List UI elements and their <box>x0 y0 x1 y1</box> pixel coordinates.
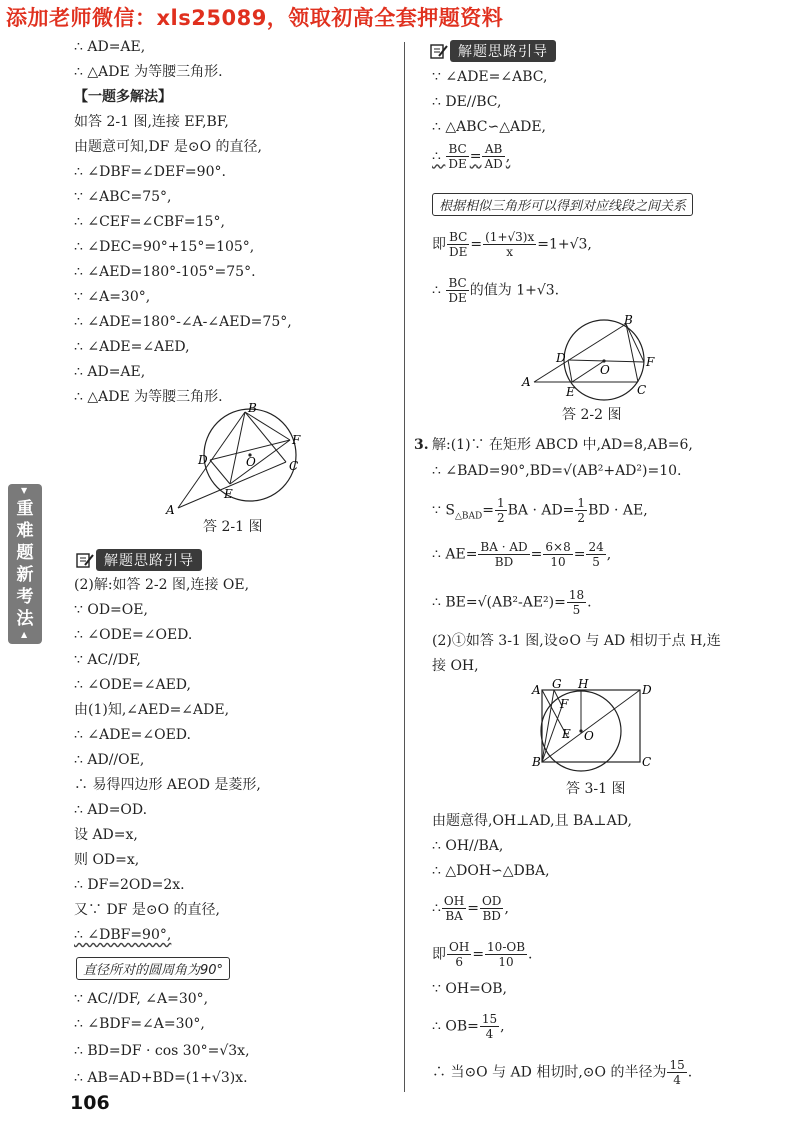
left-line: ∴ AD=OD. <box>74 802 148 818</box>
right-line: 由题意得,OH⊥AD,且 BA⊥AD, <box>432 813 632 829</box>
fig2-label-f: F <box>646 355 655 369</box>
end: . <box>687 1064 693 1081</box>
left-line: ∴ ∠ADE=∠AED, <box>74 339 190 355</box>
end: BD · AE, <box>588 502 648 519</box>
annotation-note: 直径所对的圆周角为90° <box>76 957 230 980</box>
frac-num: 1 <box>496 496 505 510</box>
edit-note-icon <box>428 42 450 60</box>
frac-num: OH <box>443 894 465 908</box>
figure-2-1 <box>160 400 310 518</box>
figure-3-1-caption: 答 3-1 图 <box>566 781 626 797</box>
frac-den: BD <box>482 909 501 923</box>
fig1-label-e: E <box>224 487 233 501</box>
fig3-label-b: B <box>532 755 541 769</box>
prefix: ∵ S <box>432 502 455 519</box>
frac-num: OD <box>481 894 502 908</box>
badge-text: 解题思路引导 <box>96 549 202 571</box>
side-tab-char: 考 <box>16 587 34 607</box>
frac-den: 5 <box>572 603 581 617</box>
left-line: ∴ AB=AD+BD=(1+√3)x. <box>74 1070 248 1086</box>
frac-num: 15 <box>481 1012 498 1026</box>
badge-text: 解题思路引导 <box>450 40 556 62</box>
frac-den: BD <box>494 555 514 569</box>
left-line: ∵ ∠ABC=75°, <box>74 189 172 205</box>
left-line: 如答 2-1 图,连接 EF,BF, <box>74 114 229 130</box>
fig2-label-c: C <box>637 383 647 397</box>
fig2-label-d: D <box>556 351 566 365</box>
fig3-label-c: C <box>642 755 652 769</box>
right-line: ∴ OH//BA, <box>432 838 504 854</box>
frac-den: 10 <box>550 555 566 569</box>
question-3-number: 3. <box>414 437 429 453</box>
fig2-label-e: E <box>566 385 575 399</box>
left-line: ∴ AD//OE, <box>74 752 145 768</box>
left-line: ∴ AD=AE, <box>74 364 146 380</box>
frac-num: 15 <box>669 1058 685 1072</box>
left-line: ∴ ∠DBF=90°, <box>74 927 172 943</box>
left-line: ∴ DF=2OD=2x. <box>74 877 185 893</box>
area-line <box>432 496 648 525</box>
left-line: 由(1)知,∠AED=∠ADE, <box>74 702 230 718</box>
frac-num: 10-OB <box>487 940 526 954</box>
right-line: ∵ ∠ADE=∠ABC, <box>432 69 548 85</box>
fig3-label-d: D <box>642 683 652 697</box>
prefix: ∴ OB= <box>432 1018 479 1035</box>
side-tab-char: 法 <box>16 609 34 629</box>
left-line: ∴ △ADE 为等腰三角形. <box>74 389 223 405</box>
left-line: ∵ AC//DF, ∠A=30°, <box>74 991 209 1007</box>
frac-num: BA · AD <box>480 540 528 554</box>
frac-den: 2 <box>577 511 586 525</box>
fig3-label-f: F <box>560 697 569 711</box>
frac-den: 4 <box>485 1027 494 1041</box>
left-line: ∴ ∠DBF=∠DEF=90°. <box>74 164 226 180</box>
frac-num: 24 <box>588 540 604 554</box>
left-line: ∴ ∠DEC=90°+15°=105°, <box>74 239 255 255</box>
right-line: ∵ OH=OB, <box>432 981 507 997</box>
ratio-line-2: ∴ $\frac{OH}{BA}$ = $\frac{OD}{BD}$ , <box>432 894 509 923</box>
end: , <box>500 1018 505 1035</box>
left-line: ∴ ∠ODE=∠OED. <box>74 627 193 643</box>
left-line: ∴ ∠AED=180°-105°=75°. <box>74 264 256 280</box>
frac-den: DE <box>449 245 468 259</box>
frac-num: 18 <box>568 588 585 602</box>
figure-2-1-caption: 答 2-1 图 <box>203 519 263 535</box>
side-tab-char: 难 <box>16 521 34 541</box>
ob-line <box>432 1012 505 1041</box>
figure-2-2 <box>520 312 670 404</box>
be-line <box>432 588 592 617</box>
fig3-label-g: G <box>552 677 562 691</box>
watermark-banner: 添加老师微信：xls25089，领取初高全套押题资料 <box>6 6 504 30</box>
annotation-note-2: 根据相似三角形可以得到对应线段之间关系 <box>432 193 693 216</box>
solution-guide-badge <box>74 549 202 571</box>
fig1-label-c: C <box>289 459 299 473</box>
frac-den: 10 <box>498 955 514 969</box>
fig2-label-b: B <box>624 313 633 327</box>
left-line: 则 OD=x, <box>74 852 140 868</box>
end: . <box>528 946 533 963</box>
frac-den: 2 <box>496 511 505 525</box>
final-answer-line <box>432 1058 692 1087</box>
fig1-label-f: F <box>292 433 301 447</box>
solution-guide-badge-2 <box>428 40 556 62</box>
right-line: ∴ ∠BAD=90°,BD=√(AB²+AD²)=10. <box>432 463 682 479</box>
prefix: 即 <box>432 236 446 253</box>
fig1-label-d: D <box>198 453 208 467</box>
left-line: ∵ ∠A=30°, <box>74 289 151 305</box>
prefix: ∴ <box>432 282 441 299</box>
figure-2-2-caption: 答 2-2 图 <box>562 407 622 423</box>
fig1-label-b: B <box>248 401 257 415</box>
right-line: ∴ DE//BC, <box>432 94 502 110</box>
eq: = <box>482 502 494 519</box>
fig1-label-o: O <box>246 455 256 469</box>
result: =1+√3, <box>537 236 592 253</box>
frac-den: BA <box>445 909 463 923</box>
page-number: 106 <box>70 1092 110 1114</box>
left-line: ∴ ∠CEF=∠CBF=15°, <box>74 214 225 230</box>
right-line: 接 OH, <box>432 658 479 674</box>
frac-num: 1 <box>577 496 586 510</box>
left-line: 设 AD=x, <box>74 827 138 843</box>
right-line: (2)①如答 3-1 图,设⊙O 与 AD 相切于点 H,连 <box>432 633 721 649</box>
fig2-label-o: O <box>600 363 610 377</box>
fig2-label-a: A <box>522 375 531 389</box>
end: . <box>587 594 592 611</box>
left-line: ∵ AC//DF, <box>74 652 141 668</box>
left-line: (2)解:如答 2-2 图,连接 OE, <box>74 577 250 593</box>
section-side-tab <box>8 484 42 644</box>
side-tab-char: 题 <box>16 543 34 563</box>
ratio-line-ji: 即 $\frac{BC}{DE}$ = $\frac{(1+√3)x}{x}$ =1+√3, <box>432 230 592 259</box>
end: , <box>606 546 612 563</box>
prefix: ∴ <box>432 900 441 917</box>
frac-num: (1+√3)x <box>485 230 535 244</box>
frac-num: AB <box>482 142 504 157</box>
right-line: 解:(1)∵ 在矩形 ABCD 中,AD=8,AB=6, <box>432 437 693 453</box>
frac-den: 4 <box>673 1073 681 1087</box>
left-line: 由题意可知,DF 是⊙O 的直径, <box>74 139 262 155</box>
prefix: ∴ AE= <box>432 546 478 563</box>
frac-den: 6 <box>455 955 463 969</box>
frac-num: BC <box>447 230 469 245</box>
left-line: ∴ ∠ODE=∠AED, <box>74 677 191 693</box>
tab-down-arrow-icon: ▲ <box>21 630 28 639</box>
fig1-label-a: A <box>166 503 175 517</box>
frac-num: BC <box>446 276 468 291</box>
mid: BA · AD= <box>507 502 575 519</box>
left-line: ∴ BD=DF · cos 30°=√3x, <box>74 1043 250 1059</box>
frac-den: AD <box>484 157 503 171</box>
left-line: ∴ △ADE 为等腰三角形. <box>74 64 223 80</box>
final-text: ∴ 当⊙O 与 AD 相切时,⊙O 的半径为 <box>432 1064 667 1081</box>
ae-line: ∴ AE= $\frac{BA \cdot AD}{BD}$ = $\frac{6\times 8}{10}$ = $\frac{24}{5}$ , <box>432 540 612 569</box>
right-line: ∴ △ABC∽△ADE, <box>432 119 546 135</box>
frac-den: 5 <box>592 555 600 569</box>
end: , <box>504 900 509 917</box>
frac-num: BC <box>446 142 468 157</box>
tab-up-arrow-icon: ▼ <box>21 486 28 495</box>
multi-solution-heading: 【一题多解法】 <box>74 89 172 105</box>
edit-note-icon <box>74 551 96 569</box>
ratio-line-1: ∴ $\frac{BC}{DE}$ = $\frac{AB}{AD}$ , <box>432 142 511 171</box>
fig3-label-o: O <box>584 729 594 743</box>
figure-3-1 <box>530 676 660 772</box>
suffix: 的值为 1+√3. <box>469 282 560 299</box>
side-tab-char: 重 <box>16 499 34 519</box>
fig3-label-e: E <box>562 727 571 741</box>
frac-num: OH <box>449 940 470 954</box>
prefix: ∴ BE=√(AB²-AE²)= <box>432 594 566 611</box>
left-line: ∵ OD=OE, <box>74 602 148 618</box>
fig3-label-h: H <box>578 677 589 691</box>
fig3-label-a: A <box>532 683 541 697</box>
right-line: ∴ △DOH∽△DBA, <box>432 863 550 879</box>
left-line: ∴ ∠ADE=180°-∠A-∠AED=75°, <box>74 314 292 330</box>
frac-den: x <box>506 245 514 259</box>
subscript: △BAD <box>454 511 483 522</box>
prefix: 即 <box>432 946 446 963</box>
left-line: 又∵ DF 是⊙O 的直径, <box>74 902 220 918</box>
frac-num: 6×8 <box>545 540 571 554</box>
left-line: ∴ ∠BDF=∠A=30°, <box>74 1016 205 1032</box>
ratio-line-3: 即 $\frac{OH}{6}$ = $\frac{10-OB}{10}$ . <box>432 940 533 969</box>
frac-den: DE <box>448 291 467 305</box>
left-line: ∴ AD=AE, <box>74 39 146 55</box>
column-divider <box>404 42 405 1092</box>
side-tab-char: 新 <box>16 565 34 585</box>
frac-den: DE <box>448 157 467 171</box>
left-line: ∴ 易得四边形 AEOD 是菱形, <box>74 777 261 793</box>
ratio-line-value <box>432 276 559 305</box>
left-line: ∴ ∠ADE=∠OED. <box>74 727 191 743</box>
